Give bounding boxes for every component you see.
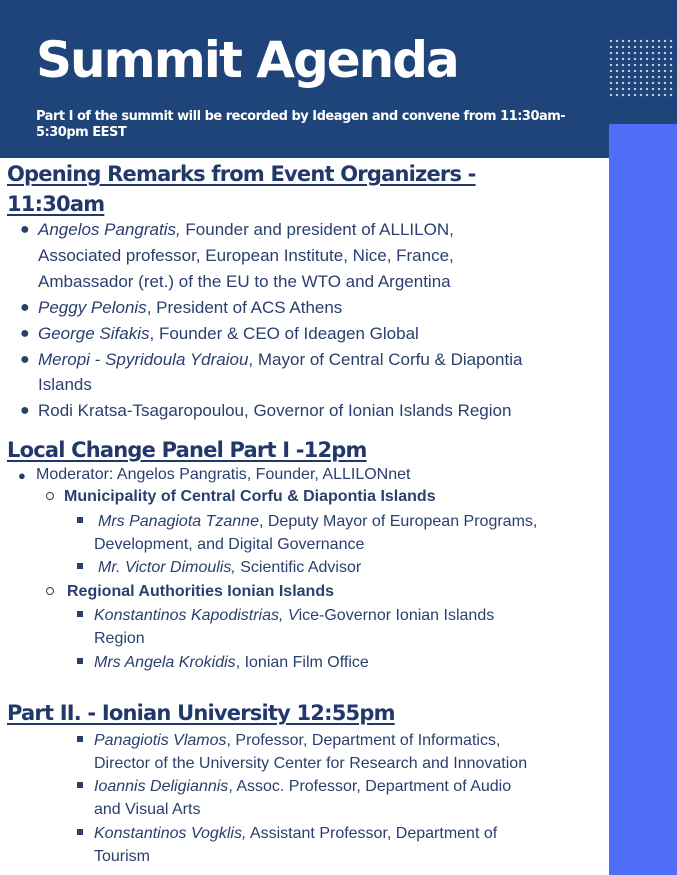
bullet-square [77, 829, 83, 835]
list-item: Ioannis Deligiannis, Assoc. Professor, Department of Audio [94, 778, 512, 795]
list-item: Meropi - Spyridoula Ydraiou, Mayor of Central Corfu & Diapontia [38, 350, 523, 369]
list-item: Peggy Pelonis, President of ACS Athens [38, 298, 343, 317]
university-heading: Part II. - Ionian University 12:55pm [7, 701, 395, 725]
bullet-square [77, 517, 83, 523]
list-item-continuation: Tourism [94, 848, 151, 865]
list-item: Konstantinos Vogklis, Assistant Professor, Department of [94, 825, 498, 842]
page-title: Summit Agenda [36, 31, 458, 89]
local-panel-heading: Local Change Panel Part I -12pm [7, 438, 367, 462]
dot-pattern-decoration [608, 38, 674, 98]
bullet-dot: ● [20, 325, 30, 342]
group-title-municipality: Municipality of Central Corfu & Diapontia Islands [64, 488, 436, 505]
list-item: Konstantinos Kapodistrias, Vice-Governor Ionian Islands [94, 607, 495, 624]
list-item-continuation: Region [94, 630, 145, 647]
bullet-square [77, 611, 83, 617]
bullet-circle [46, 587, 54, 595]
opening-heading-line1: Opening Remarks from Event Organizers - [7, 162, 476, 186]
bullet-dot: ● [18, 468, 26, 483]
list-item-continuation: Development, and Digital Governance [94, 536, 365, 553]
list-item: Mr. Victor Dimoulis, Scientific Advisor [98, 559, 362, 576]
bullet-square [77, 563, 83, 569]
list-item-continuation: Associated professor, European Institute, Nice, France, [38, 246, 454, 265]
bullet-dot: ● [20, 351, 30, 368]
bullet-square [77, 782, 83, 788]
bullet-square [77, 658, 83, 664]
bullet-square [77, 736, 83, 742]
bullet-dot: ● [20, 221, 30, 238]
list-item: Panagiotis Vlamos, Professor, Department of Informatics, [94, 732, 501, 749]
list-item-continuation: Ambassador (ret.) of the EU to the WTO and Argentina [38, 272, 451, 291]
bullet-circle [46, 492, 54, 500]
header-banner [0, 0, 677, 158]
list-item: Angelos Pangratis, Founder and president of ALLILON, [38, 220, 454, 239]
opening-heading-line2: 11:30am [7, 192, 105, 216]
moderator-line: Moderator: Angelos Pangratis, Founder, ALLILONnet [36, 466, 411, 483]
group-title-regional: Regional Authorities Ionian Islands [67, 583, 334, 600]
list-item: Mrs Panagiota Tzanne, Deputy Mayor of European Programs, [98, 513, 538, 530]
list-item: Rodi Kratsa-Tsagaropoulou, Governor of Ionian Islands Region [38, 401, 512, 420]
accent-sidebar [609, 124, 677, 875]
list-item: Mrs Angela Krokidis, Ionian Film Office [94, 654, 369, 671]
bullet-dot: ● [20, 402, 30, 419]
list-item: George Sifakis, Founder & CEO of Ideagen Global [38, 324, 419, 343]
bullet-dot: ● [20, 299, 30, 316]
list-item-continuation: Director of the University Center for Research and Innovation [94, 755, 528, 772]
list-item-continuation: Islands [38, 375, 92, 394]
list-item-continuation: and Visual Arts [94, 801, 201, 818]
page-subtitle: Part I of the summit will be recorded by Ideagen and convene from 11:30am-5:30pm EEST [36, 109, 566, 140]
